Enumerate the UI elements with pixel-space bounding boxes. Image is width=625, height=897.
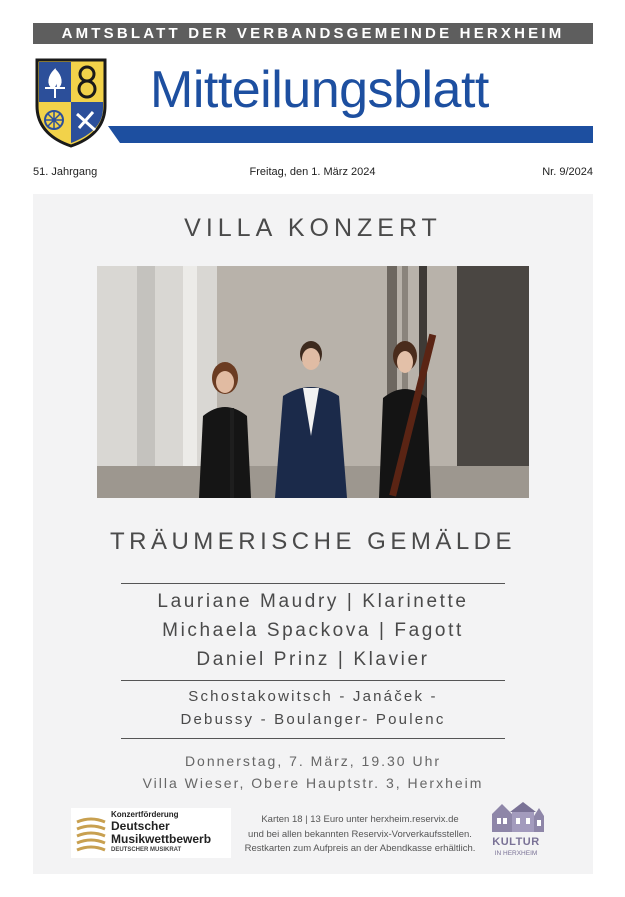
ticket-info [229,813,491,857]
masthead-title: Mitteilungsblatt [150,61,489,119]
sponsor-line-3: Musikwettbewerb [111,832,212,846]
poster-subtitle: TRÄUMERISCHE GEMÄLDE [109,528,517,555]
ticket-line-3: Restkarten zum Aufpreis an der Abendkasse erhältlich. [244,843,476,854]
sponsor-logo [71,808,231,858]
performer-1: Lauriane Maudry | Klarinette [157,591,469,612]
header-top-bar: AMTSBLATT DER VERBANDSGEMEINDE HERXHEIM [33,23,593,44]
masthead-underline [120,126,593,143]
performer-2: Michaela Spackova | Fagott [162,620,464,641]
culture-line-2: IN HERXHEIM [494,850,538,857]
composers-line-1: Schostakowitsch - Janáček - [188,688,438,705]
poster-title: VILLA KONZERT [184,214,442,242]
concert-poster [33,194,593,874]
musicians-photo [97,266,529,498]
composers-line-2: Debussy - Boulanger- Poulenc [180,711,446,728]
villa-building-icon [488,798,544,834]
ticket-line-2: und bei allen bekannten Reservix-Vorverkaufsstellen. [248,828,472,840]
issue-date: Freitag, den 1. März 2024 [249,166,376,178]
performer-3: Daniel Prinz | Klavier [196,649,430,670]
ticket-line-1: Karten 18 | 13 Euro unter herxheim.reservix.de [261,814,459,825]
coat-of-arms-icon [33,56,109,148]
issue-number: Nr. 9/2024 [542,166,593,178]
sponsor-line-2: Deutscher [111,819,170,833]
divider-top [121,583,505,584]
culture-line-1: KULTUR [492,836,540,848]
culture-logo [482,798,550,864]
divider-middle [121,680,505,681]
volume-label: 51. Jahrgang [33,166,98,178]
concert-venue: Villa Wieser, Obere Hauptstr. 3, Herxheim [142,775,484,791]
sponsor-line-4: DEUTSCHER MUSIKRAT [111,847,182,853]
concert-datetime: Donnerstag, 7. März, 19.30 Uhr [184,753,442,769]
divider-bottom [121,738,505,739]
sponsor-wave-icon [75,814,107,852]
sponsor-line-1: Konzertförderung [111,810,179,819]
